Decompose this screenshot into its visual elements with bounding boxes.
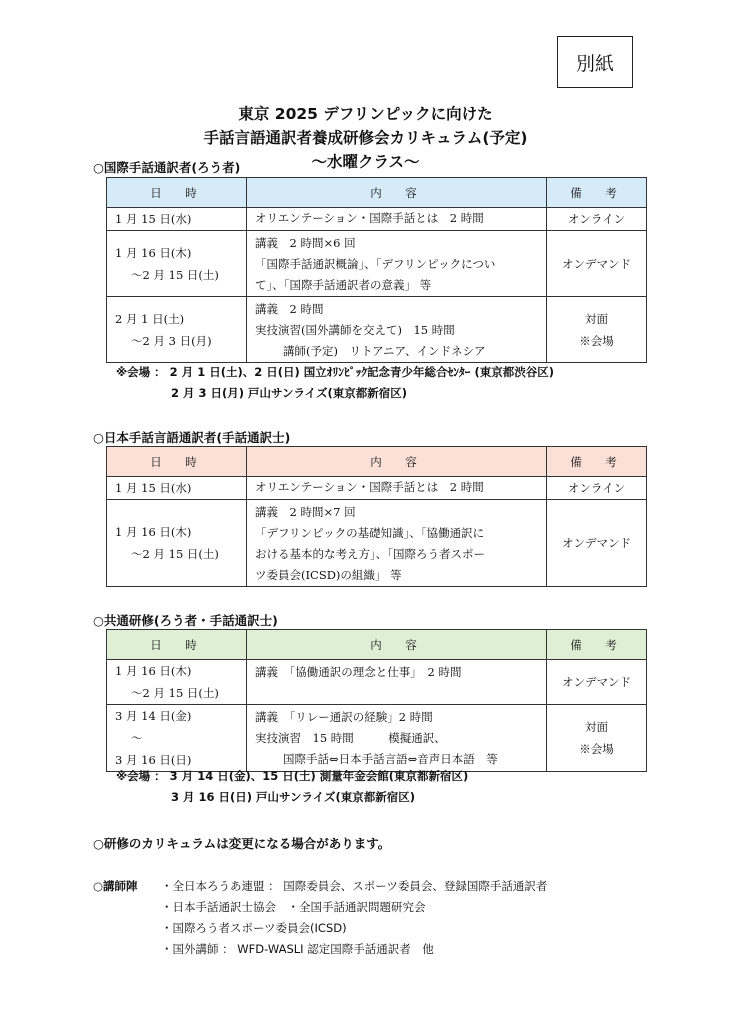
row-date-end: ～2 月 15 日(土)	[131, 267, 219, 282]
header-note: 備 考	[547, 447, 647, 477]
row-content-line: 講義 2 時間	[255, 302, 324, 316]
venue-line: ※会場 ： 2 月 1 日(土)、2 日(日) 国立ｵﾘﾝﾋﾟｯｸ記念青少年総合ｾﾝﾀｰ (東京都渋谷区)	[116, 365, 554, 379]
row-note: オンライン	[567, 481, 626, 495]
attachment-stamp: 別紙	[557, 36, 633, 88]
row-content-line: おける基本的な考え方」、「国際ろう者スポー	[255, 547, 485, 561]
row-content-line: ツ委員会(ICSD)の組織」 等	[255, 568, 402, 582]
header-date: 日 時	[107, 630, 247, 660]
row-content-line: 実技演習(国外講師を交えて) 15 時間	[255, 323, 455, 337]
header-content: 内 容	[247, 630, 547, 660]
table-row	[107, 231, 647, 297]
venue-line: ※会場 ： 3 月 14 日(金)、15 日(土) 測量年金会館(東京都新宿区)	[116, 769, 469, 783]
lecturers-list	[93, 876, 547, 960]
header-content: 内 容	[247, 447, 547, 477]
header-content: 内 容	[247, 178, 547, 208]
row-date-range-mark: ～	[131, 731, 143, 745]
row-date-end: ～2 月 15 日(土)	[131, 547, 219, 561]
section-heading-common: ○共通研修(ろう者・手話通訳士)	[93, 613, 278, 628]
row-content-line: 講義 2 時間×6 回	[255, 236, 356, 250]
lecturer-item: ・全日本ろうあ連盟 ： 国際委員会、スポーツ委員会、登録国際手話通訳者	[161, 879, 548, 893]
row-content-line: 講義 2 時間×7 回	[255, 505, 356, 519]
row-content-line: 実技演習 15 時間 模擬通訳、	[255, 731, 446, 745]
row-note-venue: ※会場	[579, 742, 614, 756]
venue-line: 2 月 3 日(月) 戸山サンライズ(東京都新宿区)	[171, 386, 408, 400]
section-heading-japanese: ○日本手話言語通訳者(手話通訳士)	[93, 430, 291, 445]
lecturer-item: ・国外講師 ： WFD-WASLI 認定国際手話通訳者 他	[161, 942, 434, 956]
header-date: 日 時	[107, 178, 247, 208]
section-heading-international: ○国際手話通訳者(ろう者)	[93, 160, 241, 175]
table-row	[107, 297, 647, 363]
curriculum-table-common	[106, 629, 647, 772]
row-date-start: 1 月 16 日(木)	[115, 664, 192, 678]
row-note: オンデマンド	[562, 536, 631, 550]
row-content-line: 「国際手話通訳概論」、「デフリンピックについ	[255, 257, 496, 271]
row-content: オリエンテーション・国際手話とは 2 時間	[255, 211, 484, 225]
row-content-line: 講師(予定) リトアニア、インドネシア	[283, 344, 486, 358]
curriculum-table-international	[106, 177, 647, 363]
venue-line: 3 月 16 日(日) 戸山サンライズ(東京都新宿区)	[171, 790, 416, 804]
row-date-start: 1 月 16 日(木)	[115, 245, 192, 260]
title-line-1: 東京 2025 デフリンピックに向けた	[238, 105, 493, 123]
table-row	[107, 477, 647, 500]
row-content-line: 「デフリンピックの基礎知識」、「協働通訳に	[255, 526, 485, 540]
row-date: 1 月 15 日(水)	[115, 212, 192, 226]
row-date-start: 2 月 1 日(土)	[115, 311, 185, 326]
header-note: 備 考	[547, 630, 647, 660]
table-row	[107, 660, 647, 705]
title-line-3: ～水曜クラス～	[311, 153, 420, 171]
header-note: 備 考	[547, 178, 647, 208]
header-date: 日 時	[107, 447, 247, 477]
row-content: 講義 「協働通訳の理念と仕事」 2 時間	[255, 665, 462, 679]
lecturer-item: ・国際ろう者スポーツ委員会(ICSD)	[161, 921, 347, 935]
lecturers-heading: ○講師陣	[93, 879, 138, 893]
row-date-start: 1 月 16 日(木)	[115, 525, 192, 539]
row-date-start: 3 月 14 日(金)	[115, 709, 192, 723]
table-row	[107, 705, 647, 772]
row-content-line: て」、「国際手話通訳者の意義」 等	[255, 278, 432, 292]
row-date-end: ～2 月 15 日(土)	[131, 686, 219, 700]
venue-note-international	[116, 362, 554, 404]
venue-note-common	[116, 766, 468, 808]
row-date-end: 3 月 16 日(日)	[115, 753, 192, 767]
row-note: オンデマンド	[562, 675, 631, 689]
table-row	[107, 500, 647, 587]
row-content-line: 講義 「リレー通訳の経験」2 時間	[255, 710, 433, 724]
table-row	[107, 208, 647, 231]
title-line-2: 手話言語通訳者養成研修会カリキュラム(予定)	[203, 129, 528, 147]
row-note: オンライン	[567, 212, 626, 226]
row-note-venue: ※会場	[579, 333, 614, 348]
row-note: 対面	[585, 720, 608, 734]
row-note: 対面	[585, 311, 608, 326]
row-date-end: ～2 月 3 日(月)	[131, 333, 212, 348]
lecturer-item: ・日本手話通訳士協会 ・全国手話通訳問題研究会	[161, 900, 426, 914]
row-date: 1 月 15 日(水)	[115, 481, 192, 495]
row-content-line: 国際手話⇔日本手話言語⇔音声日本語 等	[283, 752, 498, 766]
curriculum-change-note: ○研修のカリキュラムは変更になる場合があります。	[93, 836, 391, 851]
row-content: オリエンテーション・国際手話とは 2 時間	[255, 480, 484, 494]
curriculum-table-japanese	[106, 446, 647, 587]
row-note: オンデマンド	[562, 256, 631, 271]
